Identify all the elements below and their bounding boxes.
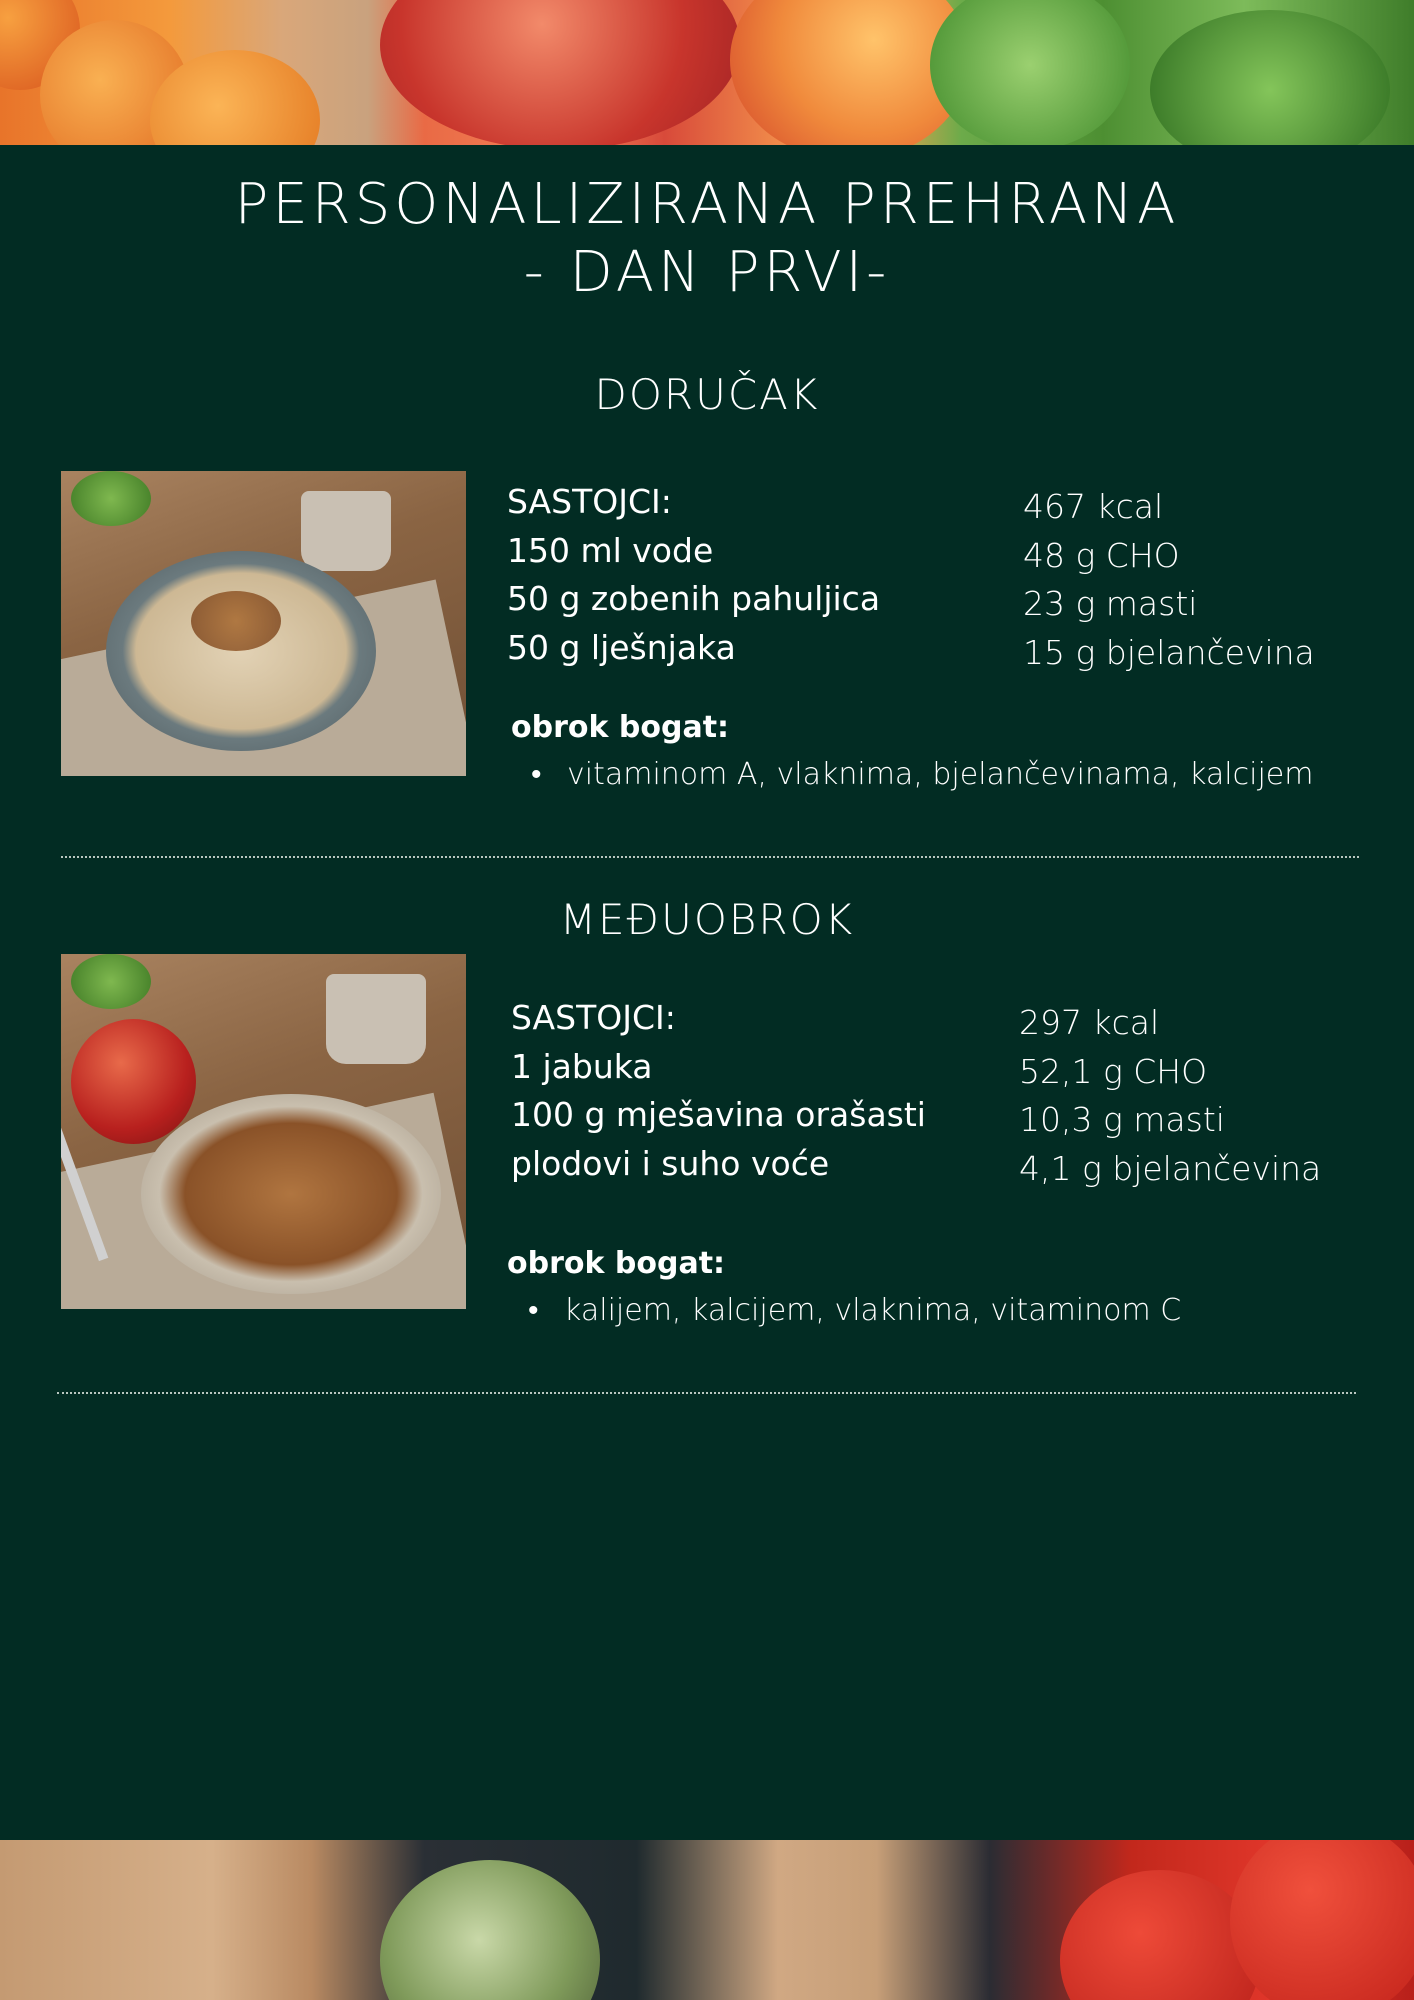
- ingredient-item: 50 g lješnjaka: [507, 627, 736, 667]
- rich-in-item: • vitaminom A, vlaknima, bjelančevinama, kalcijem: [567, 757, 1313, 792]
- nutrition-kcal: 297 kcal: [1019, 1003, 1160, 1042]
- ingredients-label: SASTOJCI:: [511, 998, 676, 1037]
- ingredient-item: 100 g mješavina orašasti: [511, 1095, 926, 1134]
- ingredient-item: 50 g zobenih pahuljica: [507, 579, 881, 618]
- bottom-food-banner: [0, 1840, 1414, 2000]
- top-food-banner: [0, 0, 1414, 145]
- ingredients-list: [511, 994, 926, 1188]
- rich-in-item: • kalijem, kalcijem, vlaknima, vitaminom C: [564, 1293, 1181, 1328]
- nutrition-list: [1019, 999, 1321, 1193]
- rich-in-label: obrok bogat:: [507, 1246, 726, 1281]
- snack-photo: [61, 954, 466, 1309]
- nutrition-list: [1023, 483, 1315, 677]
- page-subtitle: - DAN PRVI-: [523, 240, 891, 305]
- breakfast-photo: [61, 471, 466, 776]
- ingredients-list: [507, 478, 880, 672]
- ingredient-item: 1 jabuka: [511, 1046, 653, 1086]
- meal-heading-breakfast: DORUČAK: [594, 370, 820, 419]
- meal-heading-snack: MEĐUOBROK: [559, 895, 855, 944]
- ingredient-item: 150 ml vode: [507, 530, 714, 570]
- nutrition-fat: 10,3 g masti: [1019, 1100, 1225, 1139]
- section-divider: [57, 1392, 1356, 1394]
- nutrition-cho: 48 g CHO: [1023, 535, 1180, 575]
- nutrition-cho: 52,1 g CHO: [1019, 1051, 1208, 1091]
- nutrition-protein: 15 g bjelančevina: [1023, 632, 1315, 672]
- section-divider: [61, 856, 1359, 858]
- ingredients-label: SASTOJCI:: [507, 482, 672, 521]
- ingredient-item: plodovi i suho voće: [511, 1143, 830, 1183]
- nutrition-kcal: 467 kcal: [1023, 487, 1164, 526]
- nutrition-fat: 23 g masti: [1023, 584, 1198, 623]
- page-title: PERSONALIZIRANA PREHRANA: [234, 172, 1180, 237]
- nutrition-protein: 4,1 g bjelančevina: [1019, 1148, 1322, 1188]
- rich-in-label: obrok bogat:: [511, 710, 730, 745]
